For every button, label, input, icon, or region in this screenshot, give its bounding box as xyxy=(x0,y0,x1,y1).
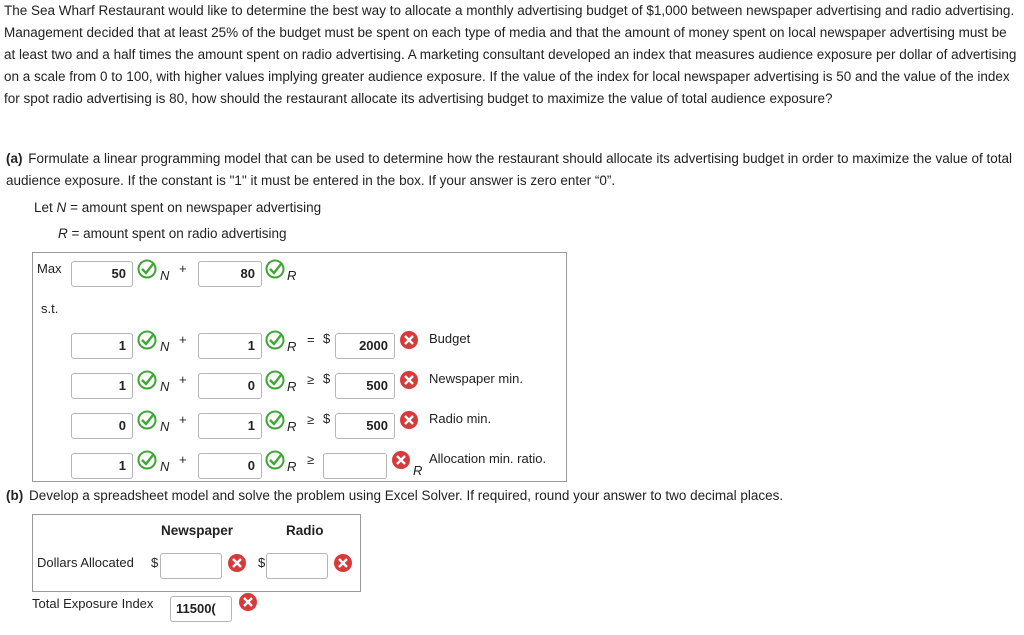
part-a-text: Formulate a linear programming model that can be used to determine how the restaurant should allocate its advertising budget in order to maximize the value of total audience exposure. If the constant is "1" it must be entered in the box. If your answer is zero enter “0”. xyxy=(6,151,1013,188)
newspaper-min-n-coef-input[interactable]: 1 xyxy=(71,373,133,399)
var-r: R xyxy=(287,268,297,283)
check-icon xyxy=(137,370,157,390)
var-n: N xyxy=(160,268,170,283)
row-label-dollars-allocated: Dollars Allocated xyxy=(37,555,134,570)
check-icon xyxy=(265,259,285,279)
var-r-symbol: R xyxy=(58,226,68,241)
budget-rhs-input[interactable]: 2000 xyxy=(335,333,395,359)
var-r: R xyxy=(287,379,297,394)
ratio-r-coef-input[interactable]: 0 xyxy=(198,453,262,479)
total-exposure-label: Total Exposure Index xyxy=(32,596,154,611)
incorrect-icon xyxy=(399,410,419,430)
relation-sign: ≥ xyxy=(307,412,315,427)
check-icon xyxy=(265,370,285,390)
ratio-n-coef-input[interactable]: 1 xyxy=(71,453,133,479)
relation-sign: = xyxy=(307,332,315,347)
check-icon xyxy=(265,410,285,430)
budget-n-coef-input[interactable]: 1 xyxy=(71,333,133,359)
var-n: N xyxy=(160,459,170,474)
constraint-name-radio-min: Radio min. xyxy=(429,411,492,426)
column-header-newspaper: Newspaper xyxy=(161,523,234,538)
newspaper-min-rhs-input[interactable]: 500 xyxy=(335,373,395,399)
incorrect-icon xyxy=(391,450,411,470)
var-r: R xyxy=(287,459,297,474)
incorrect-icon xyxy=(399,330,419,350)
plus-sign: + xyxy=(179,412,187,427)
radio-dollars-input[interactable] xyxy=(266,553,328,579)
incorrect-icon xyxy=(399,370,419,390)
radio-min-n-coef-input[interactable]: 0 xyxy=(71,413,133,439)
ratio-rhs-input[interactable] xyxy=(323,453,387,479)
incorrect-icon xyxy=(238,592,258,612)
relation-sign: ≥ xyxy=(307,452,315,467)
var-n: N xyxy=(160,379,170,394)
var-n: N xyxy=(160,339,170,354)
dollar-sign: $ xyxy=(323,371,331,386)
plus-sign: + xyxy=(179,332,187,347)
radio-min-r-coef-input[interactable]: 1 xyxy=(198,413,262,439)
dollar-sign: $ xyxy=(323,331,331,346)
objective-n-coef-input[interactable]: 50 xyxy=(71,261,133,287)
relation-sign: ≥ xyxy=(307,372,315,387)
problem-statement: The Sea Wharf Restaurant would like to determine the best way to allocate a monthly advertising budget of $1,000 between newspaper advertising and radio advertising. Management decided that at least 25% of the budget must be spent on each type of media and that the amount of money spent on local newspaper advertising must be at least two and a half times the amount spent on radio advertising. A marketing consultant developed an index that measures audience exposure per dollar of advertising on a scale from 0 to 100, with higher values implying greater audience exposure. If the value of the index for local newspaper advertising is 50 and the value of the index for spot radio advertising is 80, how should the restaurant allocate its advertising budget to maximize the value of total audience exposure? xyxy=(4,3,1017,106)
variable-definition-n xyxy=(34,200,321,215)
plus-sign: + xyxy=(179,452,187,467)
part-a-label: (a) xyxy=(6,151,23,166)
var-r: R xyxy=(287,339,297,354)
check-icon xyxy=(137,330,157,350)
var-n-symbol: N xyxy=(56,200,67,215)
part-b-instructions xyxy=(6,488,783,503)
var-n: N xyxy=(160,419,170,434)
radio-min-rhs-input[interactable]: 500 xyxy=(335,413,395,439)
st-label: s.t. xyxy=(41,301,59,316)
var-r-suffix: R xyxy=(413,463,423,478)
constraint-name-budget: Budget xyxy=(429,331,471,346)
part-a-instructions xyxy=(6,148,1016,192)
check-icon xyxy=(137,410,157,430)
var-r-definition: = amount spent on radio advertising xyxy=(71,226,287,241)
total-exposure-input[interactable]: 11500( xyxy=(170,596,232,622)
let-prefix: Let xyxy=(34,200,53,215)
newspaper-min-r-coef-input[interactable]: 0 xyxy=(198,373,262,399)
check-icon xyxy=(265,450,285,470)
var-n-definition: = amount spent on newspaper advertising xyxy=(70,200,322,215)
incorrect-icon xyxy=(227,553,247,573)
check-icon xyxy=(137,259,157,279)
column-header-radio: Radio xyxy=(286,523,324,538)
dollar-sign: $ xyxy=(323,411,331,426)
check-icon xyxy=(265,330,285,350)
dollar-sign: $ xyxy=(258,555,266,570)
constraint-name-allocation-ratio: Allocation min. ratio. xyxy=(429,451,547,466)
variable-definition-r xyxy=(58,226,287,241)
plus-sign: + xyxy=(179,261,187,276)
incorrect-icon xyxy=(333,553,353,573)
newspaper-dollars-input[interactable] xyxy=(160,553,222,579)
objective-r-coef-input[interactable]: 80 xyxy=(198,261,262,287)
part-b-label: (b) xyxy=(6,488,24,503)
constraint-name-newspaper-min: Newspaper min. xyxy=(429,371,523,386)
max-label: Max xyxy=(37,261,62,276)
dollar-sign: $ xyxy=(151,555,159,570)
lp-model-box xyxy=(32,252,567,482)
allocation-table xyxy=(32,514,361,592)
budget-r-coef-input[interactable]: 1 xyxy=(198,333,262,359)
plus-sign: + xyxy=(179,372,187,387)
part-b-text: Develop a spreadsheet model and solve the problem using Excel Solver. If required, round your answer to two decimal places. xyxy=(29,488,784,503)
check-icon xyxy=(137,450,157,470)
var-r: R xyxy=(287,419,297,434)
